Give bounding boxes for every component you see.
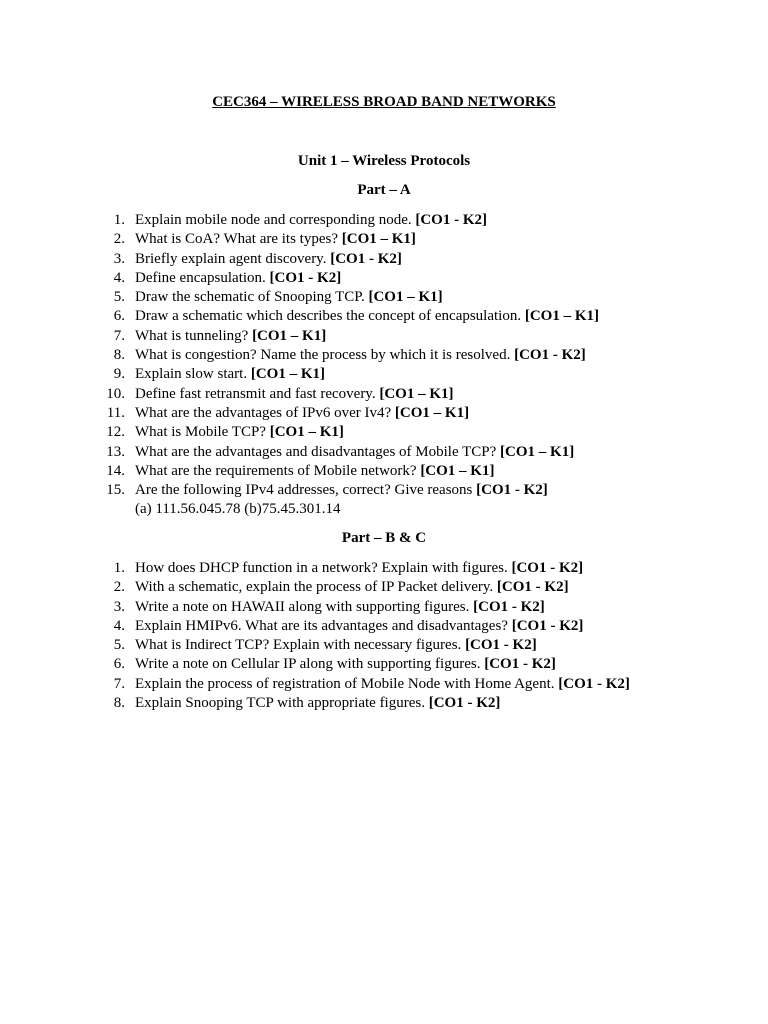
question-text-line — [135, 385, 454, 404]
question-item — [0, 694, 768, 713]
question-number: 14. — [106, 462, 125, 479]
question-number: 3. — [113, 598, 125, 615]
co-level-tag: [CO1 – K1] — [341, 231, 416, 248]
co-level-tag: [CO1 - K2] — [415, 212, 488, 228]
question-number: 13. — [106, 443, 125, 460]
question-text-line — [135, 598, 545, 617]
question-number: 11. — [106, 404, 125, 421]
question-text: Define fast retransmit and fast recovery. — [135, 385, 376, 402]
co-level-tag: [CO1 – K1] — [269, 424, 344, 441]
question-text: What are the advantages and disadvantages of Mobile TCP? — [135, 443, 497, 460]
question-item — [0, 655, 768, 674]
question-number: 8. — [113, 695, 125, 712]
co-level-tag: [CO1 – K1] — [500, 443, 575, 460]
question-text: Explain HMIPv6. What are its advantages and disadvantages? — [135, 617, 508, 634]
question-text: Draw the schematic of Snooping TCP. — [135, 289, 365, 306]
co-level-tag: [CO1 - K2] — [465, 637, 537, 654]
co-level-tag: [CO1 – K1] — [524, 308, 600, 325]
co-level-tag: [CO1 - K2] — [514, 347, 586, 364]
question-item — [0, 617, 768, 636]
question-item — [0, 443, 768, 462]
question-item — [0, 346, 768, 365]
question-text-line — [135, 423, 344, 442]
co-level-tag: [CO1 - K2] — [511, 617, 584, 634]
co-level-tag: [CO1 - K2] — [330, 250, 402, 267]
question-text: What is CoA? What are its types? — [135, 231, 338, 248]
part-bc-question-list — [0, 559, 768, 713]
question-item — [0, 250, 768, 269]
question-text-line — [135, 327, 326, 346]
question-text-line — [135, 462, 494, 481]
question-item — [0, 598, 768, 617]
question-item — [0, 462, 768, 481]
question-number: 6. — [113, 656, 125, 673]
question-text: Define encapsulation. — [135, 269, 266, 286]
co-level-tag: [CO1 – K1] — [379, 385, 454, 402]
co-level-tag: [CO1 – K1] — [368, 289, 443, 306]
question-text: Explain the process of registration of Mobile Node with Home Agent. — [135, 675, 555, 692]
question-item — [0, 327, 768, 346]
question-text: Explain mobile node and corresponding node. — [135, 212, 412, 228]
question-text: What are the advantages of IPv6 over Iv4? — [135, 404, 392, 421]
question-item — [0, 288, 768, 307]
question-sub-text: (a) 111.56.045.78 (b)75.45.301.14 — [135, 501, 341, 518]
question-number: 7. — [113, 327, 125, 344]
question-item — [0, 269, 768, 288]
co-level-tag: [CO1 – K1] — [420, 462, 495, 479]
question-text-line — [135, 694, 500, 713]
part-a-question-list — [0, 211, 768, 520]
question-item — [0, 211, 768, 230]
question-text: What is Mobile TCP? — [135, 424, 266, 441]
co-level-tag: [CO1 – K1] — [250, 366, 325, 383]
unit-heading: Unit 1 – Wireless Protocols — [297, 153, 471, 169]
question-sub-line — [0, 500, 768, 519]
question-text-line — [135, 578, 569, 597]
question-text: What is tunneling? — [135, 327, 249, 344]
question-text-line — [135, 211, 487, 230]
question-text: Briefly explain agent discovery. — [135, 250, 327, 267]
question-text-line — [135, 230, 416, 249]
question-text: What is congestion? Name the process by which it is resolved. — [135, 347, 511, 364]
question-text: What is Indirect TCP? Explain with necessary figures. — [135, 637, 462, 654]
question-number: 15. — [106, 482, 125, 499]
question-item — [0, 307, 768, 326]
question-number: 5. — [113, 637, 125, 654]
question-item — [0, 404, 768, 423]
question-item — [0, 230, 768, 249]
question-text-line — [135, 288, 443, 307]
co-level-tag: [CO1 - K2] — [269, 269, 342, 286]
question-text-line — [135, 655, 556, 674]
question-text-line — [135, 307, 599, 326]
question-item — [0, 365, 768, 384]
question-text: With a schematic, explain the process of IP Packet delivery. — [135, 579, 494, 596]
question-number: 3. — [113, 250, 125, 267]
question-number: 9. — [113, 366, 125, 383]
question-text: What are the requirements of Mobile network? — [135, 462, 417, 479]
question-number: 10. — [106, 385, 125, 402]
question-text-line — [135, 365, 325, 384]
question-text-line — [135, 675, 630, 694]
question-number: 5. — [113, 289, 125, 306]
question-text: Draw a schematic which describes the concept of encapsulation. — [135, 308, 522, 325]
question-text: Are the following IPv4 addresses, correct? Give reasons — [135, 482, 473, 499]
question-text-line — [135, 250, 402, 269]
question-number: 12. — [106, 424, 125, 441]
question-number: 2. — [113, 579, 125, 596]
question-text-line — [135, 443, 574, 462]
question-number: 1. — [113, 560, 125, 576]
question-number: 6. — [113, 308, 125, 325]
question-item — [0, 385, 768, 404]
co-level-tag: [CO1 - K2] — [511, 560, 584, 576]
co-level-tag: [CO1 - K2] — [484, 656, 556, 673]
question-item — [0, 559, 768, 578]
co-level-tag: [CO1 - K2] — [558, 675, 630, 692]
question-item — [0, 423, 768, 442]
question-text: Write a note on HAWAII along with supporting figures. — [135, 598, 470, 615]
question-item — [0, 675, 768, 694]
question-text-line — [135, 269, 341, 288]
co-level-tag: [CO1 – K1] — [252, 327, 327, 344]
co-level-tag: [CO1 - K2] — [473, 598, 545, 615]
co-level-tag: [CO1 - K2] — [428, 695, 501, 712]
co-level-tag: [CO1 – K1] — [394, 404, 470, 421]
question-text-line — [135, 559, 583, 578]
question-text: How does DHCP function in a network? Explain with figures. — [135, 560, 508, 576]
question-number: 2. — [113, 231, 125, 248]
question-text: Write a note on Cellular IP along with supporting figures. — [135, 656, 481, 673]
question-text-line — [135, 346, 586, 365]
part-bc-heading: Part – B & C — [341, 530, 427, 546]
question-text-line — [135, 636, 537, 655]
part-a-heading: Part – A — [357, 182, 411, 198]
question-text: Explain Snooping TCP with appropriate figures. — [135, 695, 425, 712]
question-item — [0, 578, 768, 597]
co-level-tag: [CO1 - K2] — [496, 579, 569, 596]
question-text-line — [135, 481, 548, 500]
question-item — [0, 636, 768, 655]
question-text-line — [135, 404, 469, 423]
question-number: 4. — [113, 617, 125, 634]
question-text-line — [135, 617, 583, 636]
question-number: 7. — [113, 675, 125, 692]
co-level-tag: [CO1 - K2] — [476, 482, 548, 499]
question-item — [0, 481, 768, 500]
question-number: 4. — [113, 269, 125, 286]
question-number: 8. — [113, 347, 125, 364]
question-number: 1. — [113, 212, 125, 228]
document-title: CEC364 – WIRELESS BROAD BAND NETWORKS — [212, 94, 556, 110]
question-text: Explain slow start. — [135, 366, 248, 383]
